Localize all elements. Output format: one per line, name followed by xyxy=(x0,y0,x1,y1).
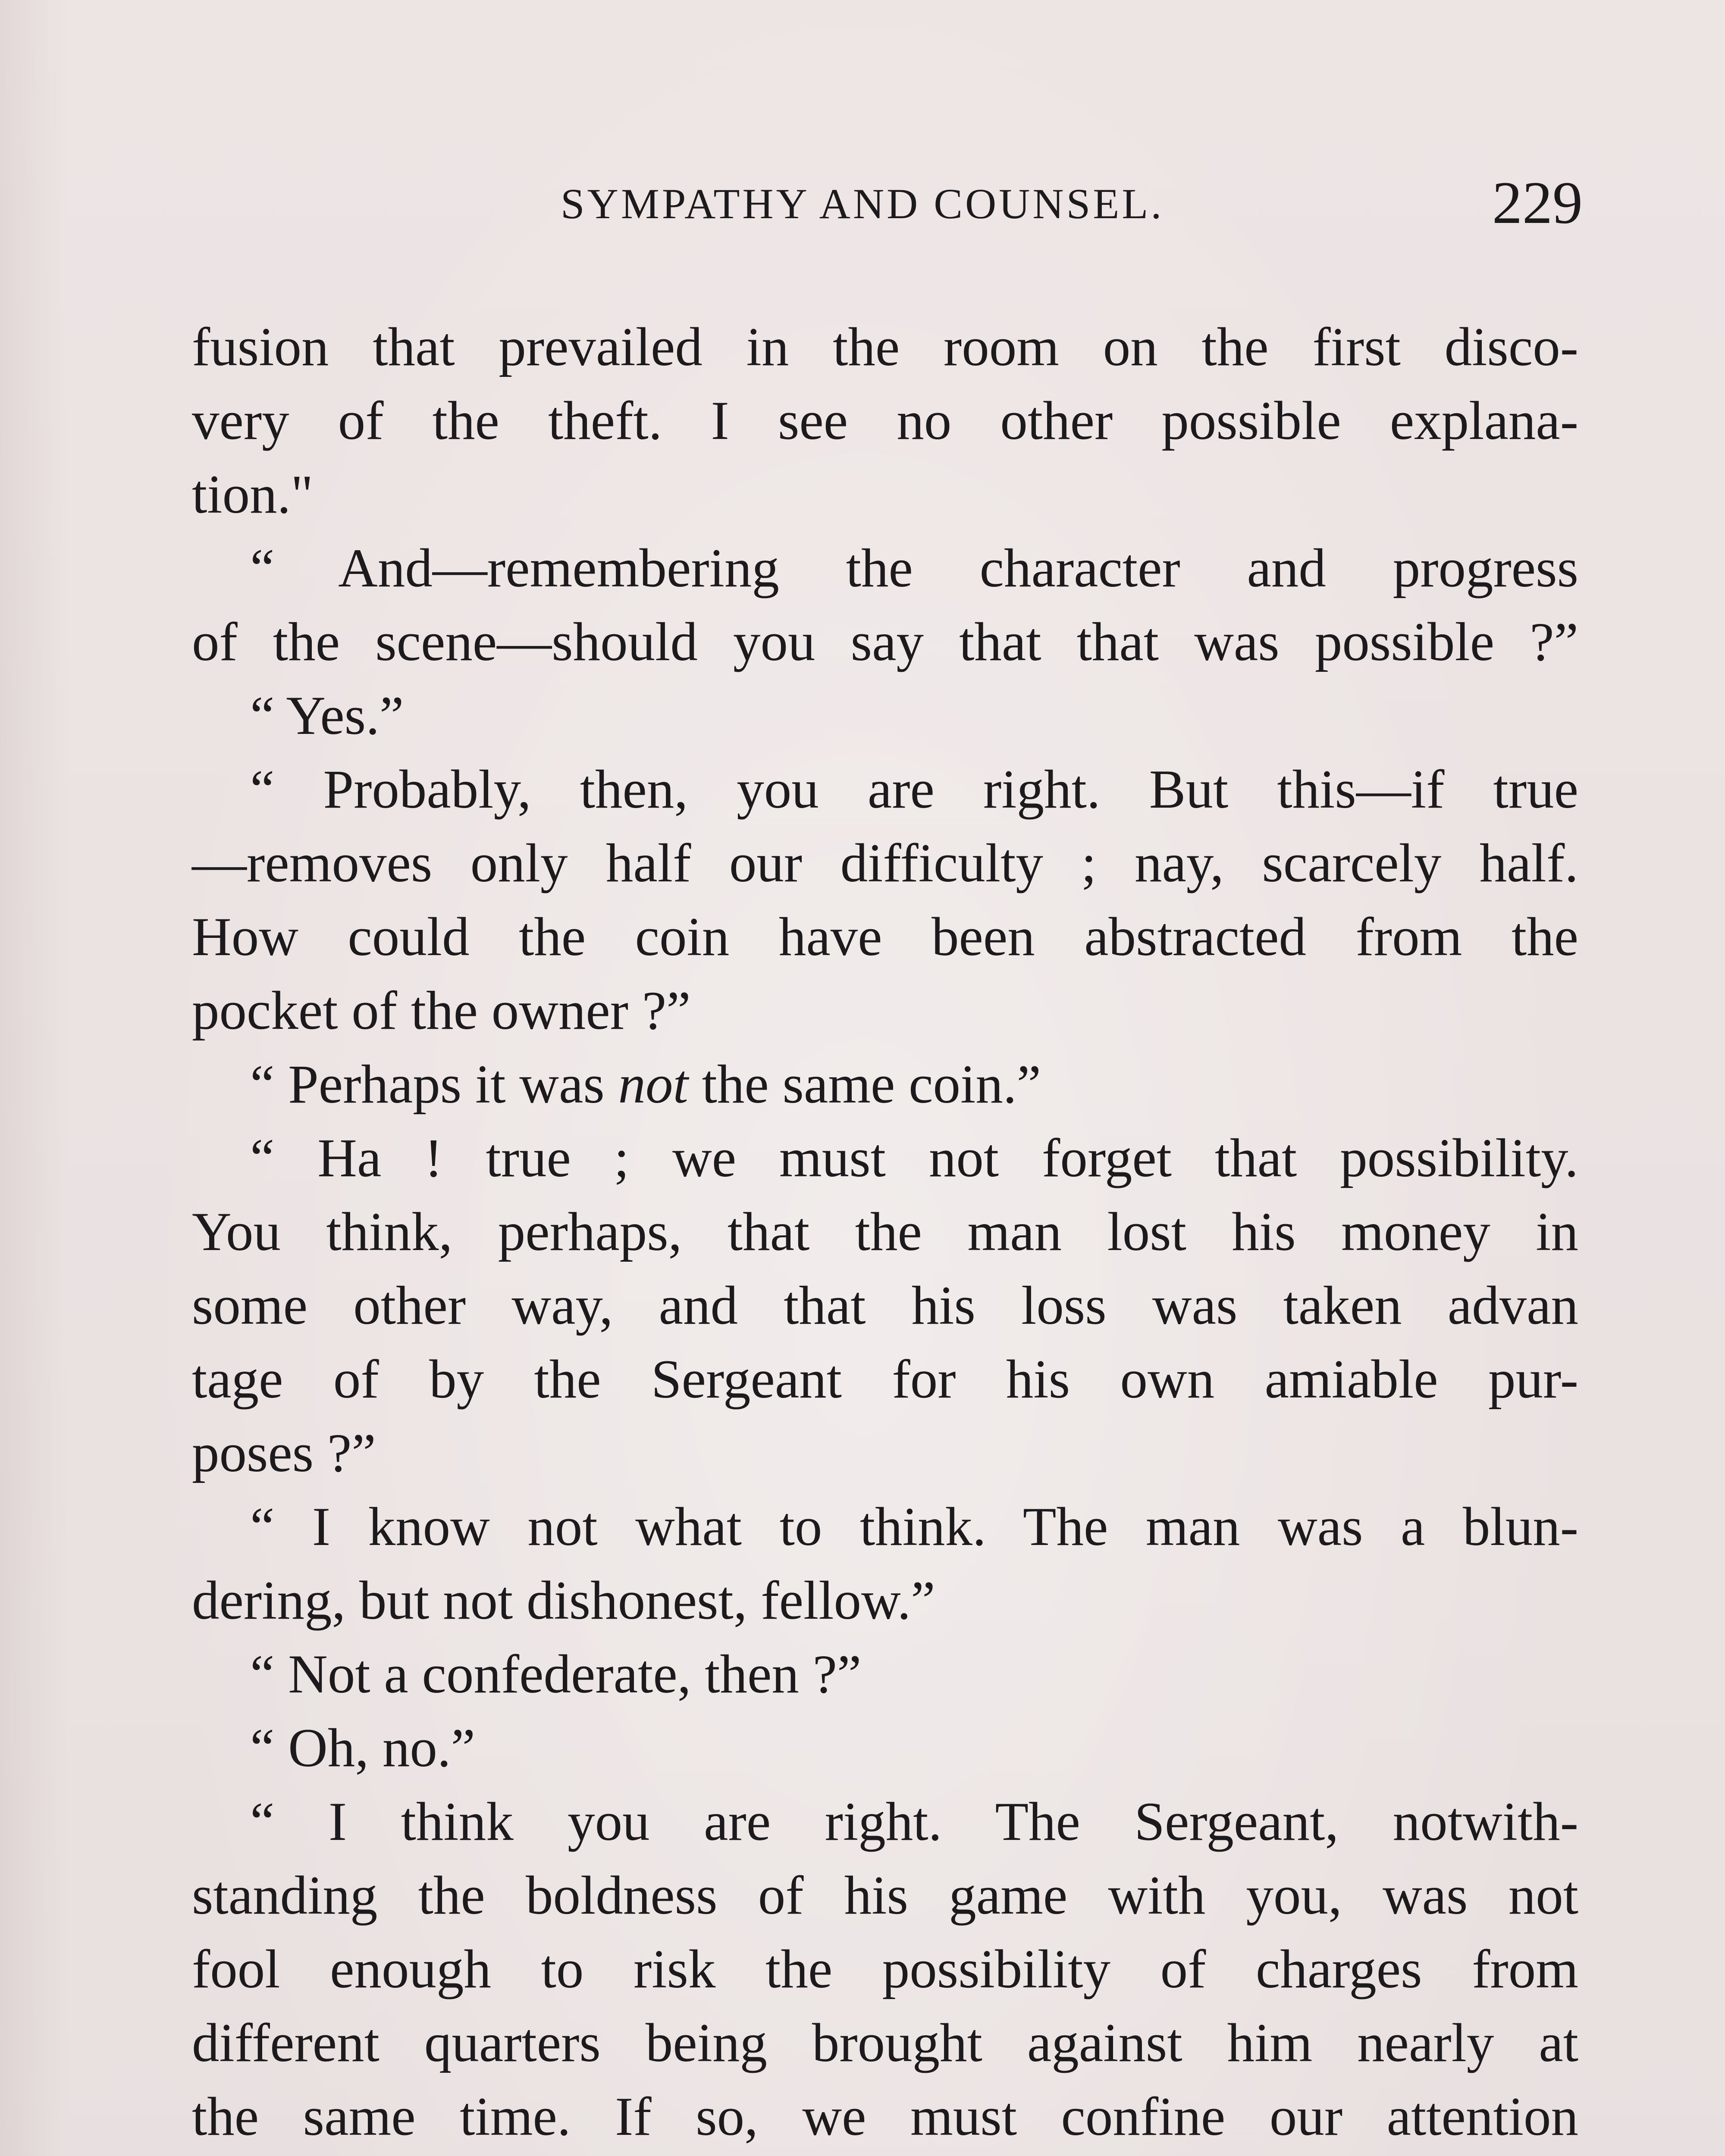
text-line: standing the boldness of his game with you, was not xyxy=(192,1865,1578,1926)
gutter-shadow xyxy=(0,0,69,2156)
text-line: “ And—remembering the character and progress xyxy=(250,538,1578,599)
text-line: “ I think you are right. The Sergeant, notwith- xyxy=(250,1792,1578,1852)
text-line: poses ?” xyxy=(192,1423,376,1483)
page-number: 229 xyxy=(1492,169,1583,236)
text-line: —removes only half our difficulty ; nay, scarcely half. xyxy=(192,833,1578,893)
text-line: tage of by the Sergeant for his own amiable pur- xyxy=(192,1349,1578,1410)
text-line: the same time. If so, we must confine our attention xyxy=(192,2087,1578,2147)
text-line: of the scene—should you say that that was possible ?” xyxy=(192,612,1578,672)
text-line xyxy=(192,1048,1578,1122)
running-head: SYMPATHY AND COUNSEL. xyxy=(561,180,1164,228)
text-line: How could the coin have been abstracted from the xyxy=(192,907,1578,967)
text-line: “ Oh, no.” xyxy=(250,1718,475,1778)
text-line: “ Probably, then, you are right. But this—if true xyxy=(250,759,1578,820)
text-line: “ I know not what to think. The man was a blun- xyxy=(250,1497,1578,1557)
text-segment: “ Perhaps it was xyxy=(250,1054,618,1115)
text-segment: the same coin.” xyxy=(688,1054,1041,1115)
italic-word: not xyxy=(618,1054,688,1115)
text-line: dering, but not dishonest, fellow.” xyxy=(192,1570,935,1631)
text-line: “ Ha ! true ; we must not forget that possibility. xyxy=(250,1128,1578,1188)
text-line: different quarters being brought against him nearly at xyxy=(192,2013,1578,2073)
text-line: some other way, and that his loss was taken advan xyxy=(192,1275,1578,1336)
text-line: tion." xyxy=(192,464,314,525)
text-line xyxy=(192,2154,1578,2156)
text-line: fusion that prevailed in the room on the first disco- xyxy=(192,317,1578,377)
body-text xyxy=(192,310,1578,2156)
text-line: “ Not a confederate, then ?” xyxy=(250,1644,862,1705)
text-line: You think, perhaps, that the man lost his money in xyxy=(192,1202,1578,1262)
text-line: pocket of the owner ?” xyxy=(192,981,691,1041)
text-line: “ Yes.” xyxy=(250,686,404,746)
text-line: fool enough to risk the possibility of charges from xyxy=(192,1939,1578,1999)
text-line: very of the theft. I see no other possible explana- xyxy=(192,391,1578,451)
